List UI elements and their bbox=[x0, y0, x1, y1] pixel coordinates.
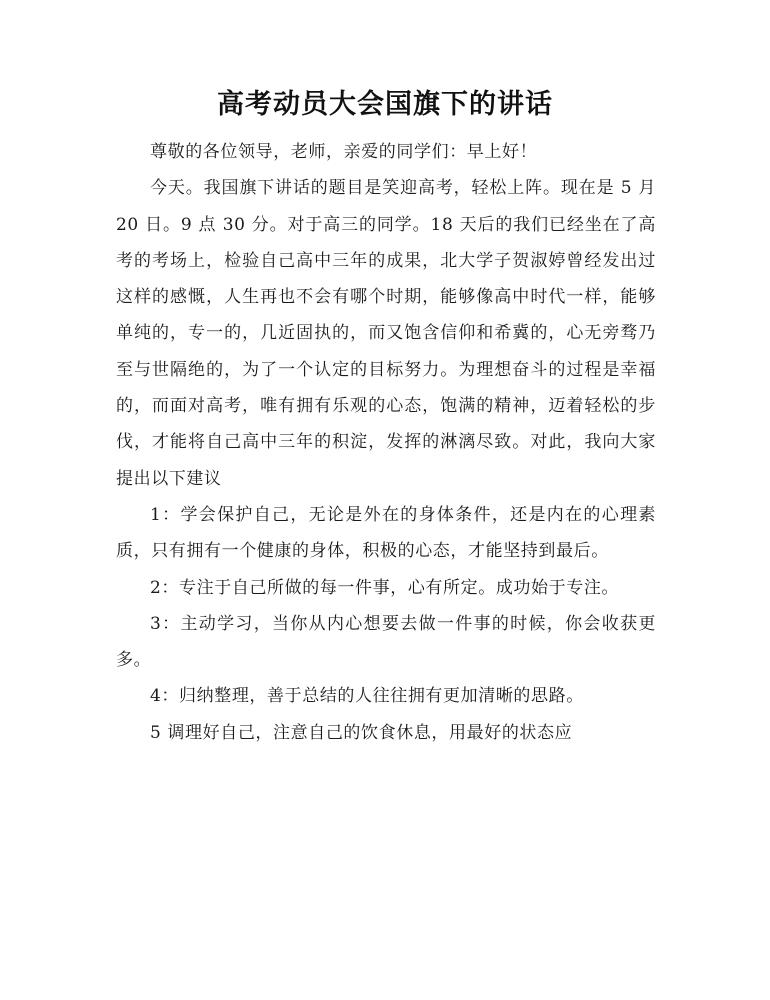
paragraph-suggestion-5: 5 调理好自己，注意自己的饮食休息，用最好的状态应 bbox=[150, 722, 573, 743]
paragraph-suggestion-1: 1：学会保护自己，无论是外在的身体条件，还是内在的心理素质，只有拥有一个健康的身体，积极的心态，才能坚持到最后。 bbox=[116, 504, 656, 562]
document-title: 高考动员大会国旗下的讲话 bbox=[217, 89, 553, 120]
paragraph-greeting: 尊敬的各位领导，老师，亲爱的同学们：早上好！ bbox=[150, 142, 538, 162]
paragraph-intro: 今天。我国旗下讲话的题目是笑迎高考，轻松上阵。现在是 5 月 20 日。9 点 30 分。对于高三的同学。18 天后的我们已经坐在了高考的考场上，检验自己高中三年的成果，北大学子贺淑婷曾经发出过这样的感慨，人生再也不会有哪个时期，能够像高中时代一样，能够单纯的，专一的，几近固执的，而又饱含信仰和希冀的，心无旁骛乃至与世隔绝的，为了一个认定的目标努力。为理想奋斗的过程是幸福的，而面对高考，唯有拥有乐观的心态，饱满的精神，迈着轻松的步伐，才能将自己高中三年的积淀，发挥的淋漓尽致。对此，我向大家提出以下建议 bbox=[116, 178, 656, 489]
paragraph-suggestion-3: 3：主动学习，当你从内心想要去做一件事的时候，你会收获更多。 bbox=[116, 613, 656, 671]
paragraph-suggestion-2: 2：专注于自己所做的每一件事，心有所定。成功始于专注。 bbox=[150, 577, 620, 598]
document-body bbox=[116, 134, 656, 751]
paragraph-suggestion-4: 4：归纳整理，善于总结的人往往拥有更加清晰的思路。 bbox=[150, 686, 584, 707]
